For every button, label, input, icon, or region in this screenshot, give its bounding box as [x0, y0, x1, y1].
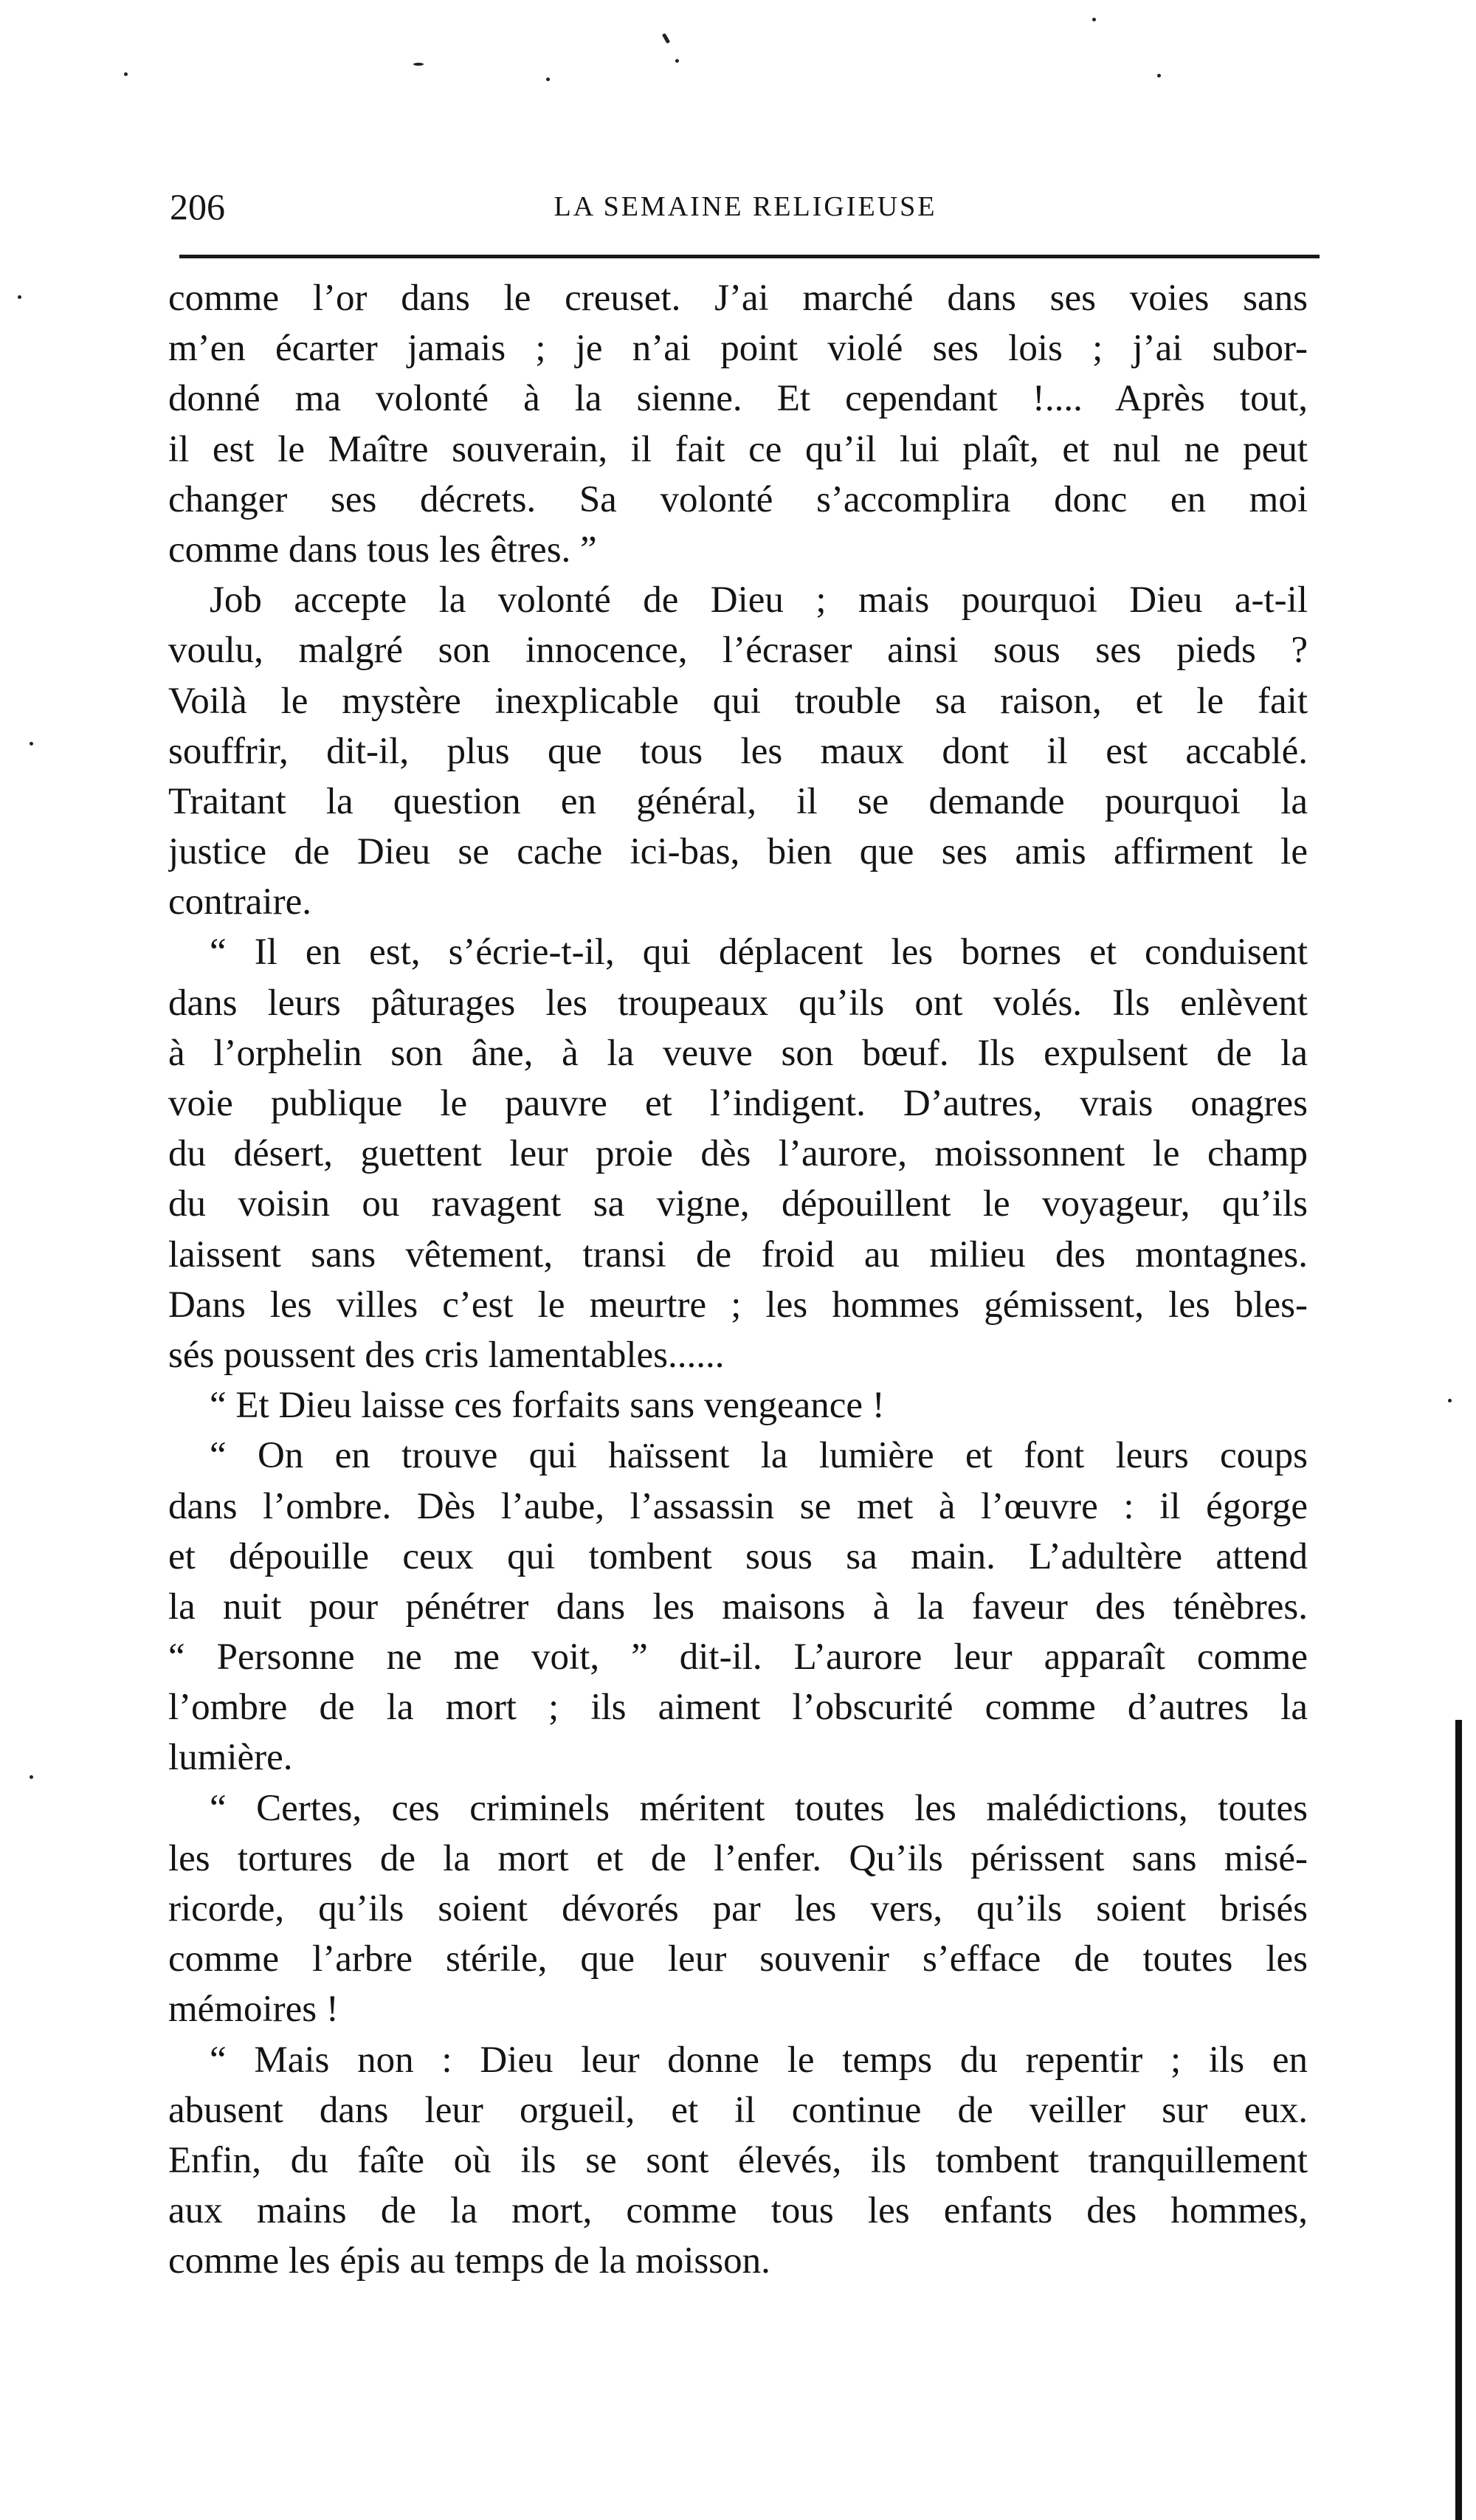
scan-speck: [18, 295, 21, 299]
text-line: à l’orphelin son âne, à la veuve son bœuf. Ils expulsent de la: [168, 1032, 1308, 1074]
text-line: m’en écarter jamais ; je n’ai point violé ses lois ; j’ai subor-: [168, 328, 1308, 370]
text-line: sés poussent des cris lamentables......: [168, 1334, 725, 1376]
text-line: dans l’ombre. Dès l’aube, l’assassin se met à l’œuvre : il égorge: [168, 1485, 1308, 1527]
page-number: 206: [170, 186, 225, 227]
text-line: et dépouille ceux qui tombent sous sa main. L’adultère attend: [168, 1535, 1308, 1577]
scan-speck: [30, 1775, 33, 1779]
text-line: dans leurs pâturages les troupeaux qu’ils ont volés. Ils enlèvent: [168, 982, 1308, 1024]
text-line: changer ses décrets. Sa volonté s’accomplira donc en moi: [168, 478, 1308, 520]
text-line: Dans les villes c’est le meurtre ; les hommes gémissent, les bles-: [168, 1284, 1308, 1326]
page-header: [170, 181, 1321, 233]
text-line: abusent dans leur orgueil, et il continue de veiller sur eux.: [168, 2089, 1308, 2131]
text-line: les tortures de la mort et de l’enfer. Qu’ils périssent sans misé-: [168, 1837, 1308, 1879]
text-line: aux mains de la mort, comme tous les enfants des hommes,: [168, 2190, 1308, 2232]
text-line: donné ma volonté à la sienne. Et cependant !.... Après tout,: [168, 378, 1308, 420]
text-line: mémoires !: [168, 1989, 339, 2031]
header-rule: [179, 255, 1320, 258]
running-head: LA SEMAINE RELIGIEUSE: [554, 191, 937, 222]
text-line: du désert, guettent leur proie dès l’aurore, moissonnent le champ: [168, 1133, 1308, 1175]
text-line: l’ombre de la mort ; ils aiment l’obscurité comme d’autres la: [168, 1687, 1308, 1729]
text-line: Enfin, du faîte où ils se sont élevés, ils tombent tranquillement: [168, 2139, 1308, 2181]
page-edge-shadow: [1455, 1720, 1462, 2520]
text-line: voulu, malgré son innocence, l’écraser ainsi sous ses pieds ?: [168, 630, 1308, 672]
scan-speck: [662, 33, 670, 44]
body-text: [168, 273, 1308, 2287]
text-line: il est le Maître souverain, il fait ce qu’il lui plaît, et nul ne peut: [168, 428, 1308, 470]
text-line: lumière.: [168, 1737, 293, 1779]
text-line: du voisin ou ravagent sa vigne, dépouillent le voyageur, qu’ils: [168, 1183, 1308, 1225]
text-line: comme l’or dans le creuset. J’ai marché dans ses voies sans: [168, 278, 1308, 319]
scan-speck: [1448, 1399, 1452, 1402]
scan-speck: [124, 72, 128, 76]
text-line: laissent sans vêtement, transi de froid au milieu des montagnes.: [168, 1233, 1308, 1276]
text-line: Traitant la question en général, il se demande pourquoi la: [168, 780, 1308, 822]
scan-speck: [30, 742, 33, 746]
text-line: justice de Dieu se cache ici-bas, bien que ses amis affirment le: [168, 831, 1308, 873]
text-line: souffrir, dit-il, plus que tous les maux dont il est accablé.: [168, 730, 1308, 772]
text-line: “ On en trouve qui haïssent la lumière et font leurs coups: [210, 1435, 1308, 1477]
text-line: “ Et Dieu laisse ces forfaits sans vengeance !: [210, 1385, 885, 1427]
scan-speck: [1157, 74, 1161, 78]
text-line: ricorde, qu’ils soient dévorés par les vers, qu’ils soient brisés: [168, 1888, 1308, 1929]
scan-speck: [1092, 18, 1096, 21]
text-line: “ Personne ne me voit, ” dit-il. L’aurore leur apparaît comme: [168, 1636, 1308, 1679]
text-line: la nuit pour pénétrer dans les maisons à la faveur des ténèbres.: [168, 1586, 1308, 1628]
scan-speck: [546, 78, 550, 81]
text-line: contraire.: [168, 881, 311, 923]
scan-speck: [675, 59, 679, 63]
scan-speck: [413, 63, 424, 66]
text-line: “ Mais non : Dieu leur donne le temps du repentir ; ils en: [210, 2039, 1308, 2081]
text-line: Voilà le mystère inexplicable qui trouble sa raison, et le fait: [168, 680, 1308, 722]
text-line: Job accepte la volonté de Dieu ; mais pourquoi Dieu a-t-il: [210, 579, 1308, 622]
text-line: comme l’arbre stérile, que leur souvenir s’efface de toutes les: [168, 1938, 1308, 1980]
text-line: comme dans tous les êtres. ”: [168, 529, 597, 571]
text-line: comme les épis au temps de la moisson.: [168, 2240, 770, 2282]
text-line: “ Certes, ces criminels méritent toutes les malédictions, toutes: [210, 1787, 1308, 1829]
text-line: voie publique le pauvre et l’indigent. D’autres, vrais onagres: [168, 1083, 1308, 1124]
text-line: “ Il en est, s’écrie-t-il, qui déplacent les bornes et conduisent: [210, 932, 1308, 974]
